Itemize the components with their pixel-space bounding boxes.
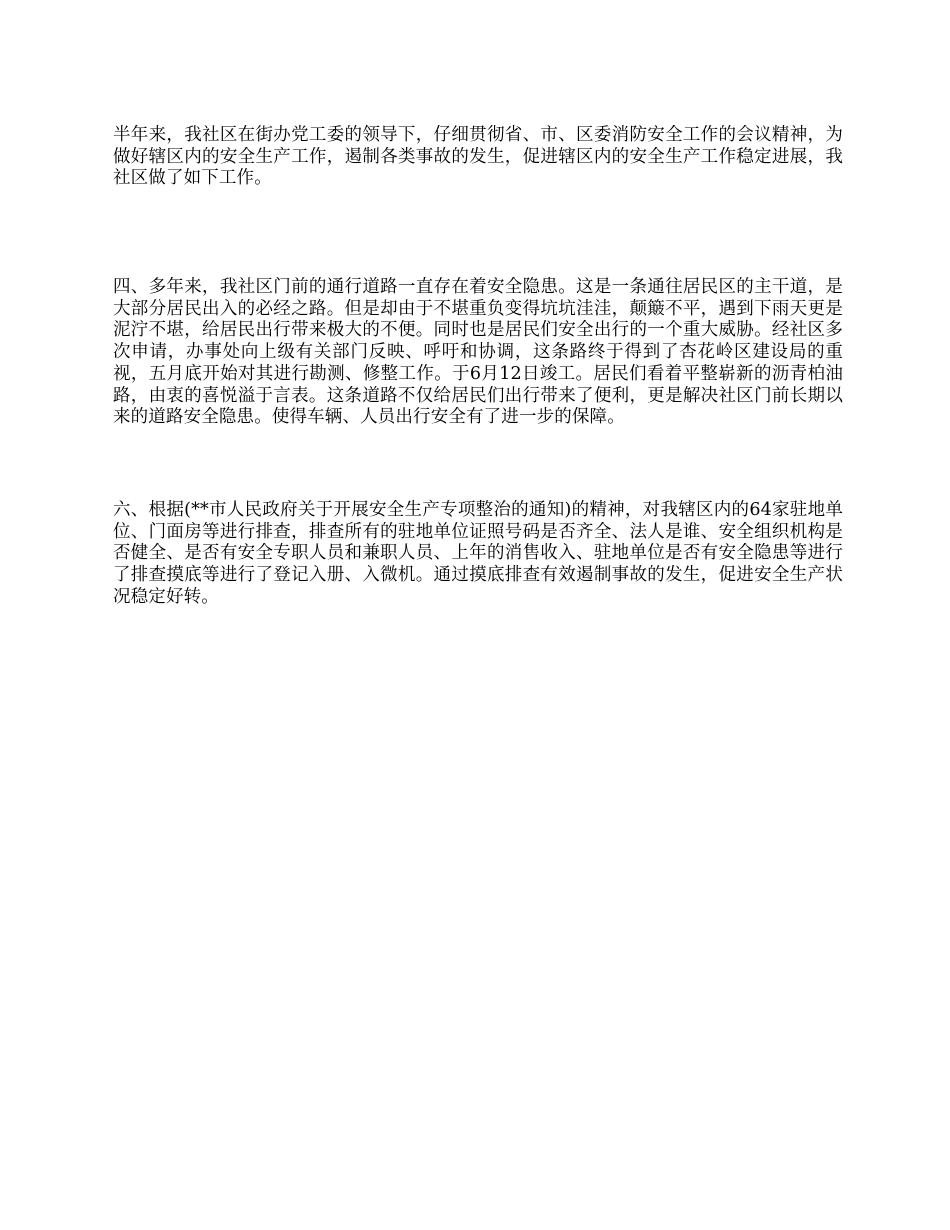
- paragraph-intro: 半年来，我社区在街办党工委的领导下，仔细贯彻省、市、区委消防安全工作的会议精神，为做好辖区内的安全生产工作，遏制各类事故的发生，促进辖区内的安全生产工作稳定进展，我社区做了如下工作。: [113, 125, 843, 189]
- paragraph-unit-inspection: 六、根据(**市人民政府关于开展安全生产专项整治的通知)的精神，对我辖区内的64家驻地单位、门面房等进行排查，排查所有的驻地单位证照号码是否齐全、法人是谁、安全组织机构是否健全、是否有安全专职人员和兼职人员、上年的消售收入、驻地单位是否有安全隐患等进行了排查摸底等进行了登记入册、入微机。通过摸底排查有效遏制事故的发生，促进安全生产状况稳定好转。: [113, 500, 843, 607]
- paragraph-road-safety: 四、多年来，我社区门前的通行道路一直存在着安全隐患。这是一条通往居民区的主干道，是大部分居民出入的必经之路。但是却由于不堪重负变得坑坑洼洼，颠簸不平，遇到下雨天更是泥泞不堪，给居民出行带来极大的不便。同时也是居民们安全出行的一个重大威胁。经社区多次申请，办事处向上级有关部门反映、呼吁和协调，这条路终于得到了杏花岭区建设局的重视，五月底开始对其进行勘测、修整工作。于6月12日竣工。居民们看着平整崭新的沥青柏油路，由衷的喜悦溢于言表。这条道路不仅给居民们出行带来了便利，更是解决社区门前长期以来的道路安全隐患。使得车辆、人员出行安全有了进一步的保障。: [113, 277, 843, 428]
